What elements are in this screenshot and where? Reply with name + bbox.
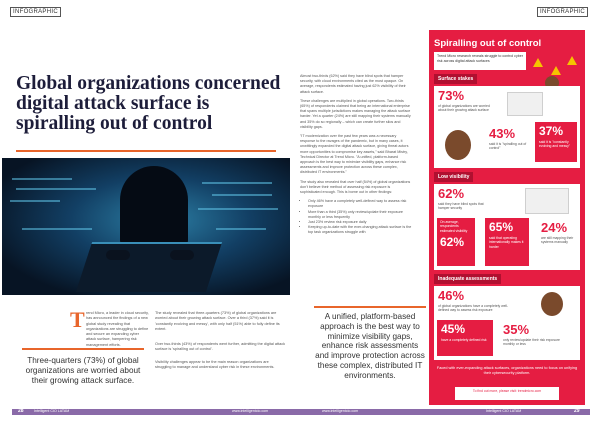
body-paragraph-6: "IT modernization over the past few years was a necessary response to the ravages of the pandemic, but in many cases, it unwittingly expanded the digital attack surface, giving threat actors more opportunities to compromise key assets," said Bharat Mistry, Technical Director at Trend Micro. "A unified, platform-based approach is the best way to minimize visibility gaps, enhance risk assessments and improve protection across these complex, distributed IT environments." [300, 134, 409, 175]
website-url-right[interactable]: www.intelligentcio.com [322, 409, 359, 413]
body-paragraph-3: Visibility challenges appear to be the main reason organizations are struggling to manage and understand cyber risk in these environments. [155, 360, 275, 370]
monitor-illustration [507, 92, 543, 116]
stat-value: 35% [503, 322, 530, 337]
infographic-footer: Faced with ever-expanding attack surfaces, organizations need to focus on unifying their cybersecurity platform. [436, 366, 578, 375]
section-tag-left: INFOGRAPHIC [10, 7, 61, 17]
pull-quote-left: Three-quarters (73%) of global organizations are worried about their growing attack surface. [25, 356, 141, 385]
person-illustration [541, 292, 563, 316]
list-item: • More than a third (35%) only review/update their exposure monthly or less frequently [308, 210, 412, 220]
stat-text: said they have blind spots that hamper security [438, 202, 484, 211]
section-header-surface: Surface stakes [434, 74, 477, 84]
stat-text: said it is "spiralling out of control" [489, 142, 527, 151]
stat-text: have a completely defined risk [441, 338, 487, 342]
headline-rule [16, 150, 276, 152]
article-headline: Global organizations concerned digital attack surface is spiralling out of control [16, 73, 281, 134]
person-illustration [445, 130, 471, 160]
section-header-visibility: Low visibility [434, 172, 473, 182]
warning-icon [533, 58, 543, 67]
stat-value: 37% [539, 124, 564, 138]
list-item: • Only 46% have a completely well-defined way to assess risk exposure [308, 199, 412, 209]
magazine-name-left: Intelligent CIO LATAM [34, 409, 70, 413]
stat-value: 73% [438, 88, 465, 103]
stat-text: said that operating internationally makes it harder [489, 236, 524, 249]
page-footer [0, 405, 600, 424]
cta-box[interactable]: To find out more, please visit: trendmicro.com [455, 387, 559, 400]
list-item: • Keeping up-to-date with the ever-changing attack surface is the top task organizations struggle with [308, 225, 412, 235]
body-paragraph-1: The study revealed that three-quarters (73%) of global organizations are worried about their growing attack surface. Over a third (37%) said it is 'constantly evolving and messy', with only half (51%) able to fully define its extent. [155, 311, 280, 331]
warning-icon [567, 56, 577, 65]
body-paragraph-4: Almost two-thirds (62%) said they have blind spots that hamper security, with cloud environments cited as the most opaque. On average, respondents estimated having just 62% visibility of their attack surface. [300, 74, 406, 94]
pull-quote-rule-right [314, 306, 426, 308]
magazine-name-right: Intelligent CIO LATAM [486, 409, 522, 413]
body-paragraph-7: The study also revealed that over half (54%) of global organizations don't believe their method of assessing risk exposure is sophisticated enough. This is borne out in other findings: [300, 179, 411, 195]
stat-value: 65% [489, 220, 514, 234]
stat-value: 46% [438, 288, 465, 303]
stat-value: 24% [541, 220, 568, 235]
pull-quote-rule-left [22, 348, 144, 350]
stat-text: are still mapping their systems manually [541, 236, 574, 245]
website-url-left[interactable]: www.intelligentcio.com [232, 409, 269, 413]
pull-quote-right: A unified, platform-based approach is the best way to minimize visibility gaps, enhance risk assessments and improve protection across these complex, distributed IT environments. [315, 312, 425, 380]
infographic-panel [429, 30, 585, 405]
stat-text: On average, respondents estimated visibility [440, 220, 468, 233]
section-header-assessments: Inadequate assessments [434, 274, 501, 284]
stat-value: 62% [440, 235, 465, 249]
laptop-keyboard [76, 242, 222, 292]
stat-text: said it is "constantly evolving and messy" [539, 140, 570, 149]
middle-column [300, 74, 412, 236]
body-paragraph-2: Over two-thirds (43%) of respondents went further, admitting the digital attack surface is 'spiralling out of control'. [155, 342, 286, 352]
section-tag-right: INFOGRAPHIC [537, 7, 588, 17]
hacker-hero-image [2, 158, 290, 295]
warning-icon [551, 66, 561, 75]
body-paragraph-5: These challenges are multiplied in global operations. Two-thirds (65%) of respondents claimed that being an international enterprise that spans multiple jurisdictions makes managing the attack surface harder. Yet a quarter (24%) are still mapping their systems manually and 35% do so regionally – which can create further silos and visibility gaps. [300, 98, 411, 129]
stat-text: of global organizations have a completely well-defined way to assess risk exposure [438, 304, 509, 313]
stat-value: 43% [489, 126, 516, 141]
stat-value: 62% [438, 186, 465, 201]
list-item: • Just 23% review risk exposure daily [308, 220, 412, 225]
hooded-figure [120, 166, 188, 248]
stat-text: only review/update their risk exposure monthly or less [503, 338, 560, 347]
page-number-left: 28 [18, 408, 24, 414]
infographic-title: Spiralling out of control [434, 38, 542, 49]
infographic-subtitle: Trend Micro research reveals struggle to control cyber risk across digital attack surfaces [434, 52, 526, 70]
stat-text: of global organizations are worried about their growing attack surface [438, 104, 490, 113]
desk-illustration [525, 188, 569, 214]
intro-paragraph: rend Micro, a leader in cloud security, has announced the findings of a new global study revealing that organizations are struggling to define and secure an expanding cyber attack surface, hampering risk management efforts. [86, 311, 149, 347]
stat-value: 45% [441, 322, 466, 336]
findings-list [300, 199, 412, 235]
page-number-right: 29 [574, 408, 580, 414]
drop-cap: T [70, 307, 85, 332]
